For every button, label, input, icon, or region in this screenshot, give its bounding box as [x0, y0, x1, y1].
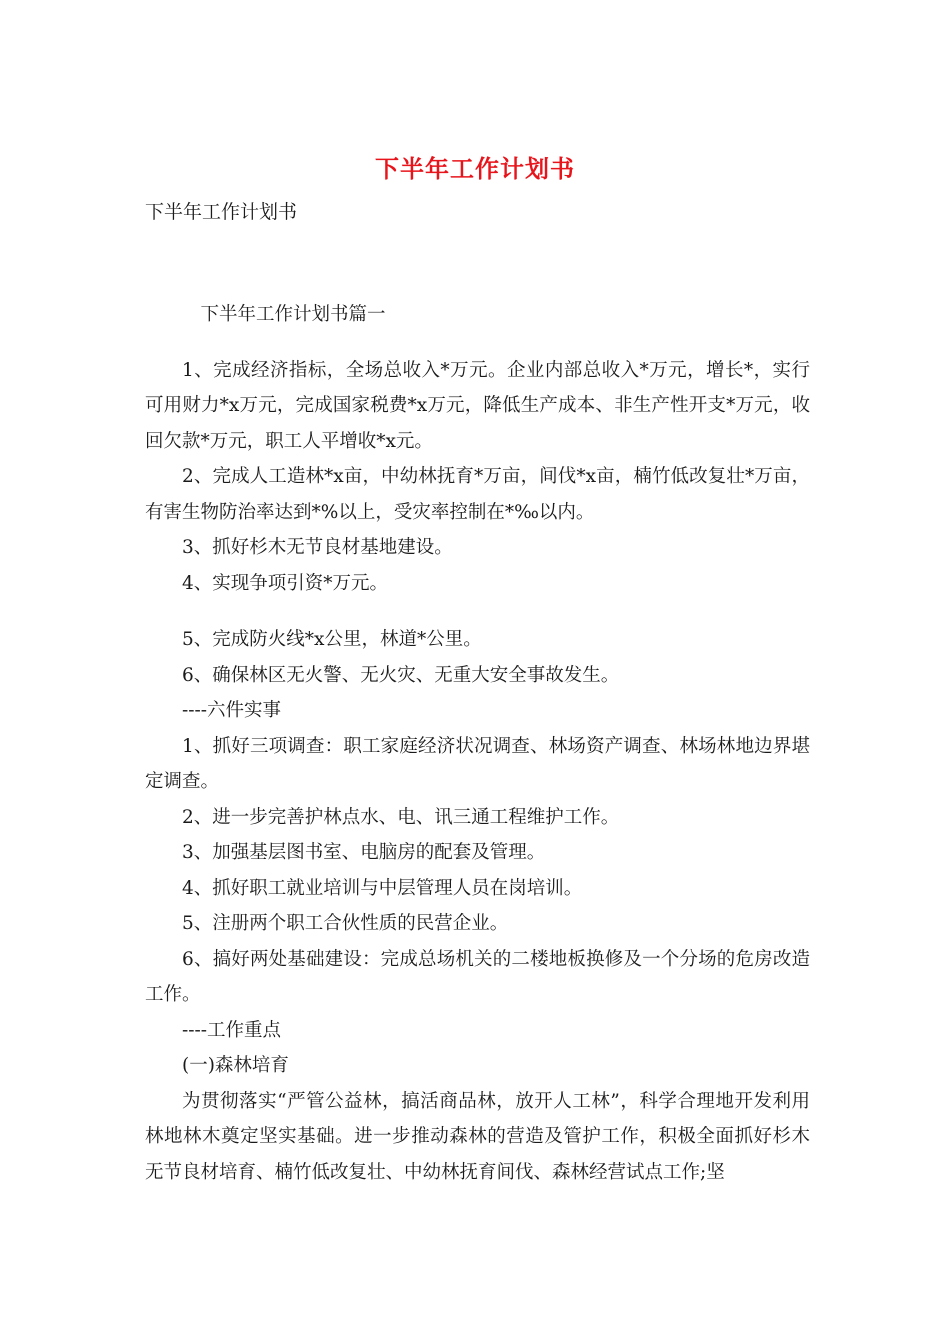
subsection-heading: ----六件实事 — [182, 700, 282, 721]
paragraph: 为贯彻落实“严管公益林，搞活商品林，放开人工林”，科学合理地开发利用林地林木奠定坚实基础。进一步推动森林的营造及管护工作，积极全面抓好杉木无节良材培育、楠竹低改复壮、中幼林抚育间伐、森林经营试点工作;坚 — [145, 1090, 810, 1183]
subsection-heading: (一)森林培育 — [182, 1055, 289, 1076]
paragraph: 4、抓好职工就业培训与中层管理人员在岗培训。 — [182, 877, 583, 899]
paragraph: 1、完成经济指标，全场总收入*万元。企业内部总收入*万元，增长*，实行可用财力*x万元，完成国家税费*x万元，降低生产成本、非生产性开支*万元，收回欠款*万元，职工人平增收*x元。 — [145, 359, 810, 452]
document-title: 下半年工作计划书 — [375, 155, 575, 183]
paragraph: 2、完成人工造林*x亩，中幼林抚育*万亩，间伐*x亩，楠竹低改复壮*万亩，有害生物防治率达到*%以上，受灾率控制在*‰以内。 — [145, 466, 810, 523]
paragraph: 2、进一步完善护林点水、电、讯三通工程维护工作。 — [182, 806, 620, 828]
paragraph: 4、实现争项引资*万元。 — [182, 572, 389, 594]
section-heading: 下半年工作计划书篇一 — [200, 304, 386, 325]
subsection-heading: ----工作重点 — [182, 1019, 282, 1041]
paragraph: 6、确保林区无火警、无火灾、无重大安全事故发生。 — [182, 664, 620, 686]
document-subtitle: 下半年工作计划书 — [145, 201, 298, 223]
paragraph: 3、加强基层图书室、电脑房的配套及管理。 — [182, 842, 546, 863]
paragraph: 5、注册两个职工合伙性质的民营企业。 — [182, 913, 509, 934]
paragraph: 5、完成防火线*x公里，林道*公里。 — [182, 629, 482, 650]
paragraph: 1、抓好三项调查：职工家庭经济状况调查、林场资产调查、林场林地边界堪定调查。 — [145, 735, 810, 792]
document-body — [145, 297, 810, 1190]
paragraph: 3、抓好杉木无节良材基地建设。 — [182, 537, 453, 558]
paragraph: 6、搞好两处基础建设：完成总场机关的二楼地板换修及一个分场的危房改造工作。 — [145, 948, 810, 1005]
spacer — [145, 601, 810, 622]
